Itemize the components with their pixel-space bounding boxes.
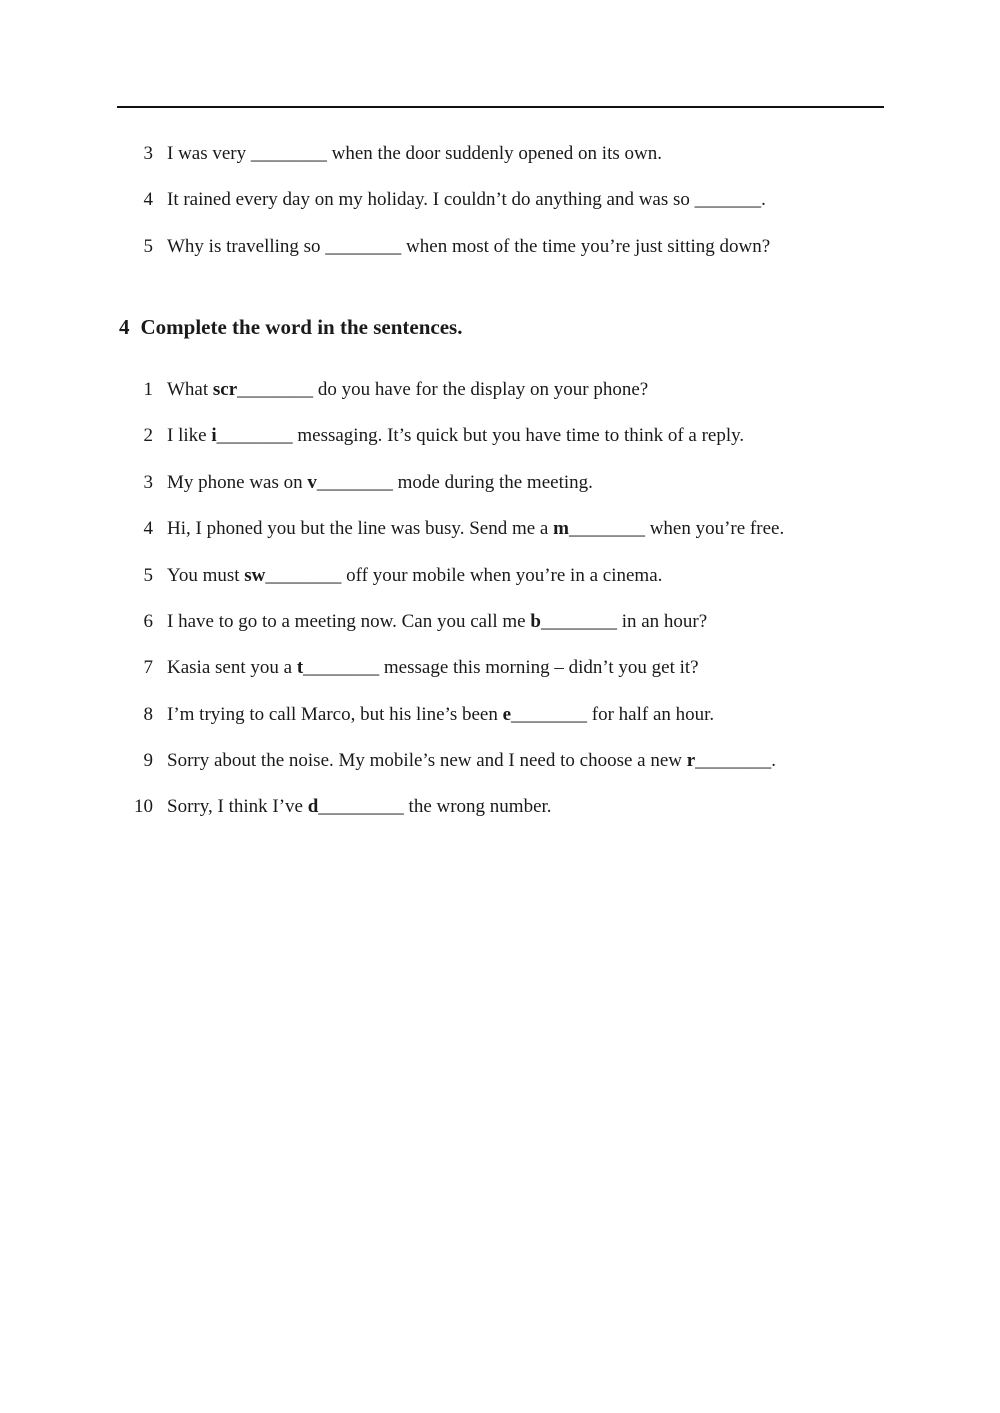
- word-hint: t: [296, 657, 304, 678]
- section-title: Complete the word in the sentences.: [140, 315, 463, 339]
- item-text: I have to go to a meeting now. Can you call me b________ in an hour?: [167, 611, 708, 632]
- word-hint: sw: [244, 565, 266, 586]
- item-number: 6: [143, 611, 153, 632]
- item-text: Why is travelling so ________ when most of the time you’re just sitting down?: [167, 236, 771, 257]
- item-number: 5: [143, 565, 153, 586]
- word-hint: d: [307, 796, 319, 817]
- item-text: Hi, I phoned you but the line was busy. Send me a m________ when you’re free.: [167, 518, 785, 539]
- item-text: Sorry, I think I’ve d_________ the wrong number.: [167, 796, 552, 817]
- word-hint: e: [502, 704, 512, 725]
- item-text: What scr________ do you have for the display on your phone?: [167, 379, 649, 400]
- item-text: My phone was on v________ mode during the meeting.: [167, 472, 593, 493]
- word-hint: scr: [212, 379, 238, 400]
- item-text: Kasia sent you a t________ message this morning – didn’t you get it?: [167, 657, 699, 678]
- item-text: Sorry about the noise. My mobile’s new and I need to choose a new r________.: [167, 750, 776, 771]
- word-hint: r: [686, 750, 696, 771]
- item-number: 9: [143, 750, 153, 771]
- word-hint: i: [211, 425, 217, 446]
- item-number: 5: [143, 236, 153, 257]
- item-number: 7: [143, 657, 153, 678]
- item-number: 1: [143, 379, 153, 400]
- item-number: 4: [143, 189, 153, 210]
- item-number: 3: [143, 472, 153, 493]
- item-number: 10: [134, 796, 153, 817]
- item-text: I like i________ messaging. It’s quick but you have time to think of a reply.: [167, 425, 745, 446]
- item-text: I was very ________ when the door suddenly opened on its own.: [167, 143, 662, 164]
- word-hint: b: [530, 611, 541, 632]
- item-number: 3: [143, 143, 153, 164]
- word-hint: v: [307, 472, 317, 493]
- item-text: It rained every day on my holiday. I couldn’t do anything and was so _______.: [167, 189, 766, 210]
- section-number: 4: [119, 315, 130, 339]
- item-text: You must sw________ off your mobile when you’re in a cinema.: [167, 565, 663, 586]
- word-hint: m: [553, 518, 569, 539]
- item-number: 4: [143, 518, 153, 539]
- section-4-heading: [119, 312, 462, 342]
- item-number: 2: [143, 425, 153, 446]
- item-number: 8: [143, 704, 153, 725]
- top-divider: [117, 106, 884, 108]
- item-text: I’m trying to call Marco, but his line’s been e________ for half an hour.: [167, 704, 715, 725]
